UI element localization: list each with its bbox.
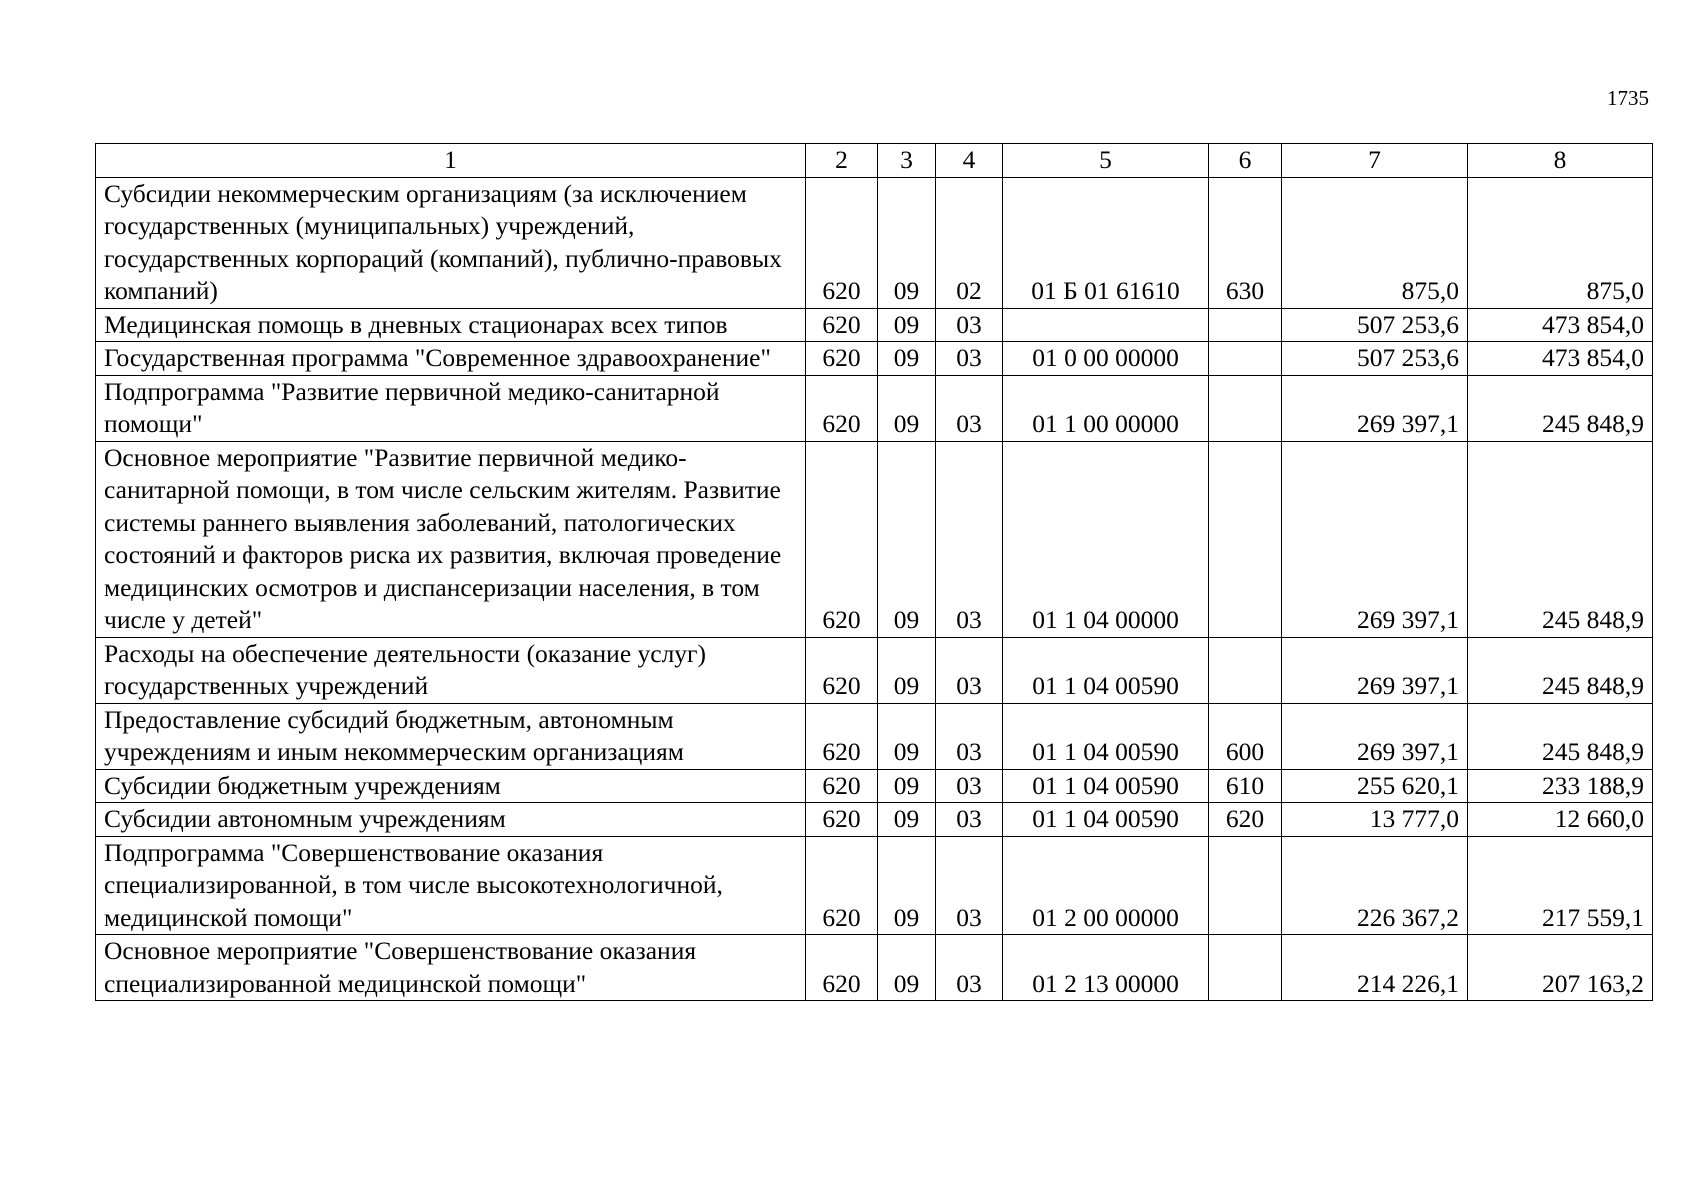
row-section-cell: 09	[878, 177, 936, 308]
row-name-cell: Основное мероприятие "Совершенствование оказания специализированной медицинской помощи"	[96, 935, 806, 1001]
row-amount-7-cell: 269 397,1	[1282, 375, 1468, 441]
row-expense-type-cell: 630	[1209, 177, 1282, 308]
header-row	[96, 144, 1653, 178]
row-name-cell: Предоставление субсидий бюджетным, автономным учреждениям и иным некоммерческим организациям	[96, 703, 806, 769]
column-header: 8	[1468, 144, 1653, 178]
row-amount-7-cell: 226 367,2	[1282, 836, 1468, 935]
budget-table	[95, 143, 1653, 1001]
table-row	[96, 836, 1653, 935]
row-target-code-cell	[1003, 308, 1209, 342]
row-expense-type-cell	[1209, 441, 1282, 637]
row-name-cell: Субсидии автономным учреждениям	[96, 803, 806, 837]
row-name-cell: Подпрограмма "Развитие первичной медико-санитарной помощи"	[96, 375, 806, 441]
row-amount-7-cell: 13 777,0	[1282, 803, 1468, 837]
page-number: 1735	[1607, 86, 1649, 110]
row-target-code-cell: 01 1 00 00000	[1003, 375, 1209, 441]
row-subsection-cell: 03	[936, 935, 1003, 1001]
table-body	[96, 177, 1653, 1001]
table-row	[96, 803, 1653, 837]
row-target-code-cell: 01 0 00 00000	[1003, 342, 1209, 376]
row-subsection-cell: 03	[936, 803, 1003, 837]
row-expense-type-cell	[1209, 375, 1282, 441]
row-expense-type-cell	[1209, 836, 1282, 935]
row-subsection-cell: 03	[936, 375, 1003, 441]
row-section-cell: 09	[878, 935, 936, 1001]
row-subsection-cell: 03	[936, 342, 1003, 376]
row-section-cell: 09	[878, 769, 936, 803]
row-expense-type-cell	[1209, 935, 1282, 1001]
row-expense-type-cell	[1209, 342, 1282, 376]
row-section-cell: 09	[878, 836, 936, 935]
row-name-cell: Субсидии бюджетным учреждениям	[96, 769, 806, 803]
row-code-cell: 620	[806, 836, 878, 935]
row-target-code-cell: 01 Б 01 61610	[1003, 177, 1209, 308]
table-row	[96, 375, 1653, 441]
row-code-cell: 620	[806, 375, 878, 441]
row-target-code-cell: 01 1 04 00590	[1003, 803, 1209, 837]
row-amount-8-cell: 217 559,1	[1468, 836, 1653, 935]
row-target-code-cell: 01 1 04 00590	[1003, 769, 1209, 803]
row-amount-8-cell: 473 854,0	[1468, 342, 1653, 376]
row-subsection-cell: 03	[936, 441, 1003, 637]
row-name-cell: Субсидии некоммерческим организациям (за исключением государственных (муниципальных) учреждений, государственных корпораций (компаний), публично-правовых компаний)	[96, 177, 806, 308]
row-target-code-cell: 01 1 04 00590	[1003, 637, 1209, 703]
row-name-cell: Медицинская помощь в дневных стационарах всех типов	[96, 308, 806, 342]
row-target-code-cell: 01 2 13 00000	[1003, 935, 1209, 1001]
column-header: 5	[1003, 144, 1209, 178]
row-code-cell: 620	[806, 769, 878, 803]
row-target-code-cell: 01 1 04 00590	[1003, 703, 1209, 769]
column-header: 1	[96, 144, 806, 178]
row-expense-type-cell: 610	[1209, 769, 1282, 803]
row-subsection-cell: 03	[936, 769, 1003, 803]
row-section-cell: 09	[878, 342, 936, 376]
table-row	[96, 935, 1653, 1001]
row-name-cell: Основное мероприятие "Развитие первичной медико-санитарной помощи, в том числе сельским жителям. Развитие системы раннего выявления заболеваний, патологических состояний и факторов риска их развития, включая проведение медицинских осмотров и диспансеризации населения, в том числе у детей"	[96, 441, 806, 637]
row-amount-8-cell: 12 660,0	[1468, 803, 1653, 837]
table-row	[96, 177, 1653, 308]
row-amount-8-cell: 473 854,0	[1468, 308, 1653, 342]
table-row	[96, 308, 1653, 342]
row-subsection-cell: 03	[936, 703, 1003, 769]
row-code-cell: 620	[806, 703, 878, 769]
row-section-cell: 09	[878, 375, 936, 441]
row-name-cell: Государственная программа "Современное здравоохранение"	[96, 342, 806, 376]
row-name-cell: Подпрограмма "Совершенствование оказания специализированной, в том числе высокотехнологичной, медицинской помощи"	[96, 836, 806, 935]
row-expense-type-cell: 620	[1209, 803, 1282, 837]
table-row	[96, 703, 1653, 769]
row-subsection-cell: 03	[936, 637, 1003, 703]
row-amount-8-cell: 207 163,2	[1468, 935, 1653, 1001]
row-code-cell: 620	[806, 803, 878, 837]
row-section-cell: 09	[878, 308, 936, 342]
row-amount-8-cell: 875,0	[1468, 177, 1653, 308]
row-amount-7-cell: 214 226,1	[1282, 935, 1468, 1001]
row-amount-7-cell: 507 253,6	[1282, 342, 1468, 376]
row-section-cell: 09	[878, 803, 936, 837]
row-section-cell: 09	[878, 441, 936, 637]
table-row	[96, 637, 1653, 703]
row-amount-8-cell: 245 848,9	[1468, 703, 1653, 769]
table-row	[96, 441, 1653, 637]
row-expense-type-cell	[1209, 308, 1282, 342]
row-subsection-cell: 02	[936, 177, 1003, 308]
row-amount-7-cell: 269 397,1	[1282, 703, 1468, 769]
row-code-cell: 620	[806, 342, 878, 376]
row-section-cell: 09	[878, 637, 936, 703]
row-amount-7-cell: 507 253,6	[1282, 308, 1468, 342]
row-expense-type-cell	[1209, 637, 1282, 703]
row-name-cell: Расходы на обеспечение деятельности (оказание услуг) государственных учреждений	[96, 637, 806, 703]
row-code-cell: 620	[806, 637, 878, 703]
row-target-code-cell: 01 2 00 00000	[1003, 836, 1209, 935]
row-amount-8-cell: 245 848,9	[1468, 637, 1653, 703]
row-target-code-cell: 01 1 04 00000	[1003, 441, 1209, 637]
row-code-cell: 620	[806, 308, 878, 342]
row-subsection-cell: 03	[936, 836, 1003, 935]
column-header: 7	[1282, 144, 1468, 178]
row-code-cell: 620	[806, 441, 878, 637]
row-expense-type-cell: 600	[1209, 703, 1282, 769]
column-header: 2	[806, 144, 878, 178]
table-row	[96, 769, 1653, 803]
column-header: 6	[1209, 144, 1282, 178]
row-amount-7-cell: 269 397,1	[1282, 637, 1468, 703]
table-row	[96, 342, 1653, 376]
row-amount-7-cell: 255 620,1	[1282, 769, 1468, 803]
row-section-cell: 09	[878, 703, 936, 769]
row-amount-7-cell: 269 397,1	[1282, 441, 1468, 637]
row-code-cell: 620	[806, 177, 878, 308]
row-amount-8-cell: 233 188,9	[1468, 769, 1653, 803]
column-header: 4	[936, 144, 1003, 178]
row-amount-7-cell: 875,0	[1282, 177, 1468, 308]
row-amount-8-cell: 245 848,9	[1468, 441, 1653, 637]
row-code-cell: 620	[806, 935, 878, 1001]
row-amount-8-cell: 245 848,9	[1468, 375, 1653, 441]
row-subsection-cell: 03	[936, 308, 1003, 342]
column-header: 3	[878, 144, 936, 178]
